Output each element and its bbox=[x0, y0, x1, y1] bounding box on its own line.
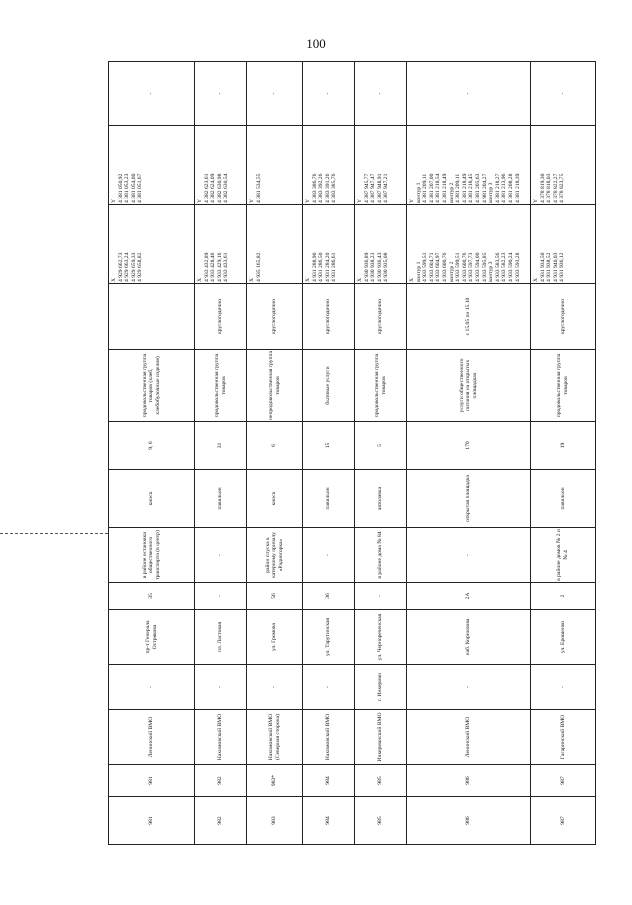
cell-settlement: - bbox=[303, 665, 355, 710]
cell-specialization: непродовольственная группа товаров bbox=[247, 350, 303, 422]
cell-note: - bbox=[407, 62, 531, 126]
cell-specialization: услуги общественного питания на открытых площадках bbox=[407, 350, 531, 422]
coord-line: 4 933 594,00 bbox=[474, 252, 481, 282]
coord-line: 4 929 659,33 bbox=[130, 252, 137, 282]
page-number: 100 bbox=[306, 36, 326, 51]
coord-line: X bbox=[357, 277, 363, 282]
coord-line: Y bbox=[111, 198, 117, 203]
cell-district: Инкерманский ВМО bbox=[355, 710, 407, 765]
coord-line: 4 933 600,76 bbox=[461, 252, 468, 282]
coord-line: X bbox=[305, 277, 311, 282]
coord-line: Y bbox=[197, 198, 203, 203]
coord-line: 4 387 945,77 bbox=[363, 173, 370, 203]
coord-line: 4 382 624,09 bbox=[210, 173, 217, 203]
cell-object-type: павильон bbox=[195, 470, 247, 528]
cell-settlement: - bbox=[531, 665, 596, 710]
cell-specialization: продовольственная группа товаров (хлеб, хлебобулочные изделия) bbox=[109, 350, 195, 422]
cell-street: пл. Ластовая bbox=[195, 610, 247, 665]
cell-note: - bbox=[195, 62, 247, 126]
cell-row-number: 987 bbox=[531, 797, 596, 845]
coord-line: Y bbox=[357, 198, 363, 203]
coord-line: 4 381 205,63 bbox=[474, 173, 481, 203]
cell-period: круглогодично bbox=[303, 284, 355, 350]
coord-line: 4 935 165,82 bbox=[255, 252, 262, 282]
cell-street: ул. Тарутинская bbox=[303, 610, 355, 665]
cell-house: 2А bbox=[407, 583, 531, 610]
coord-line: 4 930 936,89 bbox=[363, 252, 370, 282]
coord-line: 4 381 218,49 bbox=[441, 173, 448, 203]
cell-settlement: г. Инкерман bbox=[355, 665, 407, 710]
coord-line: 4 387 948,91 bbox=[376, 173, 383, 203]
coord-line: 4 387 947,47 bbox=[370, 173, 377, 203]
table-row bbox=[109, 62, 195, 845]
cell-note: - bbox=[531, 62, 596, 126]
coord-line: 4 381 051,67 bbox=[137, 173, 144, 203]
cell-row-number: 986 bbox=[407, 797, 531, 845]
cell-object-type: автолавка bbox=[355, 470, 407, 528]
coord-line: 4 933 599,51 bbox=[422, 252, 429, 282]
coord-line: 4 930 935,08 bbox=[383, 252, 390, 282]
cell-place-id: 983* bbox=[247, 765, 303, 797]
cell-coords-x bbox=[355, 205, 407, 284]
cell-place-id: 981 bbox=[109, 765, 195, 797]
coord-line: 4 931 938,52 bbox=[546, 252, 553, 282]
coord-line: 4 382 630,98 bbox=[216, 173, 223, 203]
cell-area: 5 bbox=[355, 422, 407, 470]
rotated-table-wrapper bbox=[108, 62, 595, 845]
coord-line: контур 1 bbox=[415, 261, 422, 282]
coord-line: 4 931 940,03 bbox=[552, 252, 559, 282]
cell-coords-y bbox=[407, 126, 531, 205]
cell-object-type: павильон bbox=[303, 470, 355, 528]
cell-coords-y bbox=[195, 126, 247, 205]
cell-street: ул. Громова bbox=[247, 610, 303, 665]
cell-note: - bbox=[355, 62, 407, 126]
cell-place-id: 984 bbox=[303, 765, 355, 797]
cell-period: круглогодично bbox=[531, 284, 596, 350]
cell-district: Нахимовский ВМО bbox=[303, 710, 355, 765]
coord-line: X bbox=[197, 277, 203, 282]
coord-line: 4 933 593,28 bbox=[514, 252, 521, 282]
cell-period: круглогодично bbox=[195, 284, 247, 350]
cell-object-type: павильон bbox=[531, 470, 596, 528]
cell-district: Ленинский ВМО bbox=[407, 710, 531, 765]
table-row bbox=[247, 62, 303, 845]
cell-coords-y bbox=[247, 126, 303, 205]
coord-line: 4 933 582,23 bbox=[501, 252, 508, 282]
coord-line: 4 381 054,00 bbox=[130, 173, 137, 203]
coord-line: контур 2 bbox=[448, 182, 455, 203]
cell-landmark: в районе домов № 2 и № 4 bbox=[531, 528, 596, 583]
coord-line: 4 381 218,49 bbox=[461, 173, 468, 203]
cell-specialization: бытовые услуги bbox=[303, 350, 355, 422]
cell-place-id: 982 bbox=[195, 765, 247, 797]
coord-line: Y bbox=[533, 198, 539, 203]
coord-line: 4 381 208,28 bbox=[507, 173, 514, 203]
cell-area: 19 bbox=[531, 422, 596, 470]
table-row bbox=[531, 62, 596, 845]
cell-coords-x bbox=[195, 205, 247, 284]
cell-coords-y bbox=[531, 126, 596, 205]
cell-specialization: продовольственная группа товаров bbox=[355, 350, 407, 422]
coord-line: Y bbox=[305, 198, 311, 203]
cell-area: 170 bbox=[407, 422, 531, 470]
dashed-cut-line bbox=[0, 533, 108, 534]
cell-row-number: 981 bbox=[109, 797, 195, 845]
coord-line: 4 933 428,46 bbox=[210, 252, 217, 282]
coord-line: 4 382 623,61 bbox=[203, 173, 210, 203]
cell-settlement: - bbox=[247, 665, 303, 710]
coord-line: 4 378 819,30 bbox=[539, 173, 546, 203]
cell-coords-y bbox=[355, 126, 407, 205]
coord-line: 4 933 595,85 bbox=[481, 252, 488, 282]
cell-street: наб. Корнилова bbox=[407, 610, 531, 665]
cell-row-number: 984 bbox=[303, 797, 355, 845]
coord-line: контур 3 bbox=[488, 182, 495, 203]
cell-landmark: - bbox=[407, 528, 531, 583]
coord-line: 4 383 386,76 bbox=[311, 173, 318, 203]
table-body bbox=[109, 62, 596, 845]
coord-line: 4 381 534,55 bbox=[255, 173, 262, 203]
table-row bbox=[195, 62, 247, 845]
coord-line: X bbox=[533, 277, 539, 282]
coord-line: 4 981 204,27 bbox=[481, 173, 488, 203]
coord-line: контур 2 bbox=[448, 261, 455, 282]
cell-place-id: 985 bbox=[355, 765, 407, 797]
cell-settlement: - bbox=[195, 665, 247, 710]
cell-place-id: 986 bbox=[407, 765, 531, 797]
coord-line: 4 933 604,71 bbox=[428, 252, 435, 282]
coord-line: 4 381 213,96 bbox=[501, 173, 508, 203]
cell-row-number: 983 bbox=[247, 797, 303, 845]
coord-line: 4 378 818,03 bbox=[546, 173, 553, 203]
coord-line: 4 931 288,90 bbox=[311, 252, 318, 282]
cell-landmark: в районе дома № 84 bbox=[355, 528, 407, 583]
coord-line: 4 929 663,24 bbox=[124, 252, 131, 282]
cell-area: 9, 6 bbox=[109, 422, 195, 470]
cell-house: - bbox=[195, 583, 247, 610]
coord-line: 4 381 207,00 bbox=[428, 173, 435, 203]
cell-object-type: киоск bbox=[247, 470, 303, 528]
coord-line: 4 381 218,27 bbox=[494, 173, 501, 203]
coord-line: Y bbox=[249, 198, 255, 203]
cell-place-id: 987 bbox=[531, 765, 596, 797]
cell-area: 6 bbox=[247, 422, 303, 470]
cell-district: Нахимовский ВМО (Северная сторона) bbox=[247, 710, 303, 765]
coord-line: 4 929 658,82 bbox=[137, 252, 144, 282]
coord-line: контур 1 bbox=[415, 182, 422, 203]
cell-note: - bbox=[303, 62, 355, 126]
cell-landmark: - bbox=[195, 528, 247, 583]
coord-line: 4 931 286,50 bbox=[318, 252, 325, 282]
coord-line: 4 933 590,24 bbox=[507, 252, 514, 282]
cell-coords-x bbox=[109, 205, 195, 284]
cell-house: 2 bbox=[531, 583, 596, 610]
cell-row-number: 985 bbox=[355, 797, 407, 845]
cell-house: 56 bbox=[247, 583, 303, 610]
coord-line: 4 378 822,27 bbox=[552, 173, 559, 203]
cell-object-type: киоск bbox=[109, 470, 195, 528]
cell-settlement: - bbox=[109, 665, 195, 710]
coord-line: 4 381 209,11 bbox=[422, 173, 429, 203]
table-row bbox=[303, 62, 355, 845]
coord-line: 4 931 286,61 bbox=[331, 252, 338, 282]
coord-line: X bbox=[409, 277, 415, 282]
cell-house: 36 bbox=[303, 583, 355, 610]
coord-line: 4 929 662,73 bbox=[117, 252, 124, 282]
cell-district: Нахимовский ВМО bbox=[195, 710, 247, 765]
coord-line: 4 383 391,26 bbox=[324, 173, 331, 203]
coord-line: 4 381 218,54 bbox=[435, 173, 442, 203]
cell-coords-x bbox=[407, 205, 531, 284]
cell-specialization: продовольственная группа товаров bbox=[195, 350, 247, 422]
cell-coords-y bbox=[303, 126, 355, 205]
cell-house: 35 bbox=[109, 583, 195, 610]
cell-street: ул. Ерошенко bbox=[531, 610, 596, 665]
coord-line: 4 933 597,73 bbox=[468, 252, 475, 282]
coord-line: 4 933 433,61 bbox=[223, 252, 230, 282]
coord-line: 4 381 218,45 bbox=[468, 173, 475, 203]
cell-period: круглогодично bbox=[355, 284, 407, 350]
cell-district: Ленинский ВМО bbox=[109, 710, 195, 765]
cell-coords-x bbox=[531, 205, 596, 284]
cell-object-type: открытая площадка bbox=[407, 470, 531, 528]
table-row bbox=[355, 62, 407, 845]
table-row bbox=[407, 62, 531, 845]
coord-line: X bbox=[249, 277, 255, 282]
coord-line: 4 933 599,51 bbox=[455, 252, 462, 282]
coord-line: 4 381 053,23 bbox=[124, 173, 131, 203]
coord-line: 4 383 385,76 bbox=[331, 173, 338, 203]
cell-area: 15 bbox=[303, 422, 355, 470]
coord-line: 4 933 583,56 bbox=[494, 252, 501, 282]
cell-street: ул. Чернореченская bbox=[355, 610, 407, 665]
cell-street: пр-т Генерала Острякова bbox=[109, 610, 195, 665]
coord-line: Y bbox=[409, 198, 415, 203]
cell-area: 31 bbox=[195, 422, 247, 470]
coord-line: 4 931 936,12 bbox=[559, 252, 566, 282]
cell-period: круглогодично bbox=[247, 284, 303, 350]
coord-line: 4 933 432,89 bbox=[203, 252, 210, 282]
cell-period bbox=[109, 284, 195, 350]
coord-line: 4 931 934,50 bbox=[539, 252, 546, 282]
cell-coords-x bbox=[247, 205, 303, 284]
coord-line: 4 933 600,76 bbox=[441, 252, 448, 282]
coord-line: 4 381 050,92 bbox=[117, 173, 124, 203]
cell-specialization: продовольственная группа товаров bbox=[531, 350, 596, 422]
cell-note: - bbox=[247, 62, 303, 126]
cell-landmark: - bbox=[303, 528, 355, 583]
coord-line: 4 382 630,54 bbox=[223, 173, 230, 203]
cell-coords-x bbox=[303, 205, 355, 284]
coord-line: контур 3 bbox=[488, 261, 495, 282]
coord-line: 4 387 947,21 bbox=[383, 173, 390, 203]
cell-coords-y bbox=[109, 126, 195, 205]
coord-line: 4 930 938,23 bbox=[370, 252, 377, 282]
coord-line: 4 378 823,75 bbox=[559, 173, 566, 203]
coord-line: 4 381 218,39 bbox=[514, 173, 521, 203]
coord-line: X bbox=[111, 277, 117, 282]
cell-note: - bbox=[109, 62, 195, 126]
cell-landmark: в районе остановки общественного транспорта (в центр) bbox=[109, 528, 195, 583]
cell-district: Гагаринский ВМО bbox=[531, 710, 596, 765]
coord-line: 4 933 604,97 bbox=[435, 252, 442, 282]
coord-line: 4 933 429,16 bbox=[216, 252, 223, 282]
coord-line: 4 931 284,20 bbox=[324, 252, 331, 282]
cell-settlement: - bbox=[407, 665, 531, 710]
cell-house: - bbox=[355, 583, 407, 610]
coord-line: 4 381 209,11 bbox=[455, 173, 462, 203]
placement-table bbox=[108, 61, 596, 845]
cell-landmark: район спуска к катерному причалу «Радиогорка» bbox=[247, 528, 303, 583]
coord-line: 4 930 936,43 bbox=[376, 252, 383, 282]
cell-row-number: 982 bbox=[195, 797, 247, 845]
coord-line: 4 383 392,26 bbox=[318, 173, 325, 203]
cell-period: с 15.05 по 15.10 bbox=[407, 284, 531, 350]
